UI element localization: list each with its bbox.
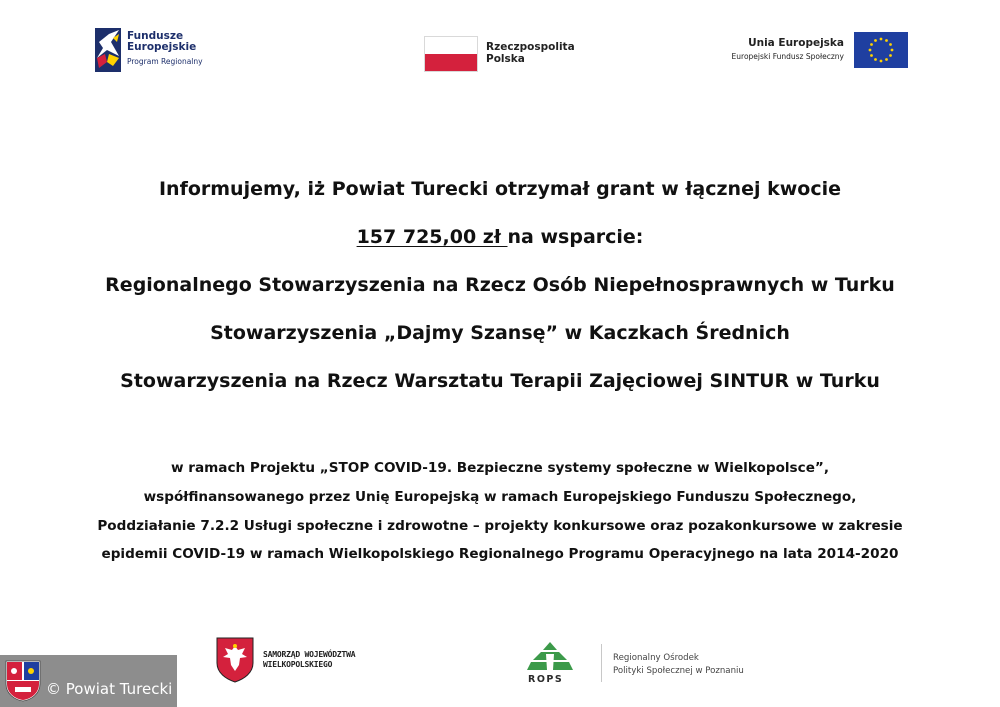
beneficiary-3: Stowarzyszenia na Rzecz Warsztatu Terapii Zajęciowej SINTUR w Turku — [120, 370, 880, 392]
rops-acronym: ROPS — [528, 674, 564, 685]
project-info-line-1: w ramach Projektu „STOP COVID-19. Bezpieczne systemy społeczne w Wielkopolsce”, — [170, 460, 830, 476]
fundusze-line2: Europejskie — [127, 41, 197, 53]
fundusze-europejskie-star-icon — [95, 28, 121, 72]
project-info-line-3: Poddziałanie 7.2.2 Usługi społeczne i zdrowotne – projekty konkursowe oraz pozakonkursowe w zakresie — [97, 518, 903, 534]
watermark — [0, 655, 177, 707]
rops-line1: Regionalny Ośrodek — [613, 653, 699, 663]
fundusze-line3: Program Regionalny — [127, 57, 203, 66]
rops-logo — [527, 640, 757, 690]
eu-flag-icon — [854, 32, 908, 68]
rzeczpospolita-line1: Rzeczpospolita — [486, 41, 575, 53]
polish-flag-icon — [424, 36, 478, 72]
rzeczpospolita-line2: Polska — [486, 53, 525, 65]
announcement-intro: Informujemy, iż Powiat Turecki otrzymał grant w łącznej kwocie — [158, 178, 842, 200]
announcement-amount-line — [0, 226, 1000, 248]
samorzad-wojewodztwa-logo — [216, 637, 376, 685]
samorzad-line2: WIELKOPOLSKIEGO — [263, 660, 333, 669]
rops-divider — [601, 644, 602, 682]
eagle-shield-icon — [216, 637, 254, 683]
amount-suffix: na wsparcie: — [507, 226, 644, 248]
powiat-crest-icon — [5, 660, 41, 702]
samorzad-line1: SAMORZĄD WOJEWÓDZTWA — [263, 650, 356, 659]
project-info-line-2: współfinansowanego przez Unię Europejską w ramach Europejskiego Funduszu Społecznego, — [143, 489, 857, 505]
fundusze-europejskie-logo — [95, 28, 225, 74]
unia-line2: Europejski Fundusz Społeczny — [731, 52, 844, 61]
grant-amount: 157 725,00 zł — [356, 226, 508, 248]
rzeczpospolita-polska-logo — [424, 36, 584, 74]
unia-line1: Unia Europejska — [748, 37, 844, 49]
fundusze-line1: Fundusze — [127, 30, 184, 42]
project-info-line-4: epidemii COVID-19 w ramach Wielkopolskiego Regionalnego Programu Operacyjnego na lata 2014-2020 — [101, 546, 899, 562]
rops-mark-icon — [527, 640, 573, 672]
watermark-text: © Powiat Turecki — [46, 680, 173, 698]
unia-europejska-logo — [728, 31, 918, 71]
rops-line2: Polityki Społecznej w Poznaniu — [613, 666, 744, 676]
beneficiary-1: Regionalnego Stowarzyszenia na Rzecz Osób Niepełnosprawnych w Turku — [105, 274, 895, 296]
beneficiary-2: Stowarzyszenia „Dajmy Szansę” w Kaczkach Średnich — [210, 322, 790, 344]
